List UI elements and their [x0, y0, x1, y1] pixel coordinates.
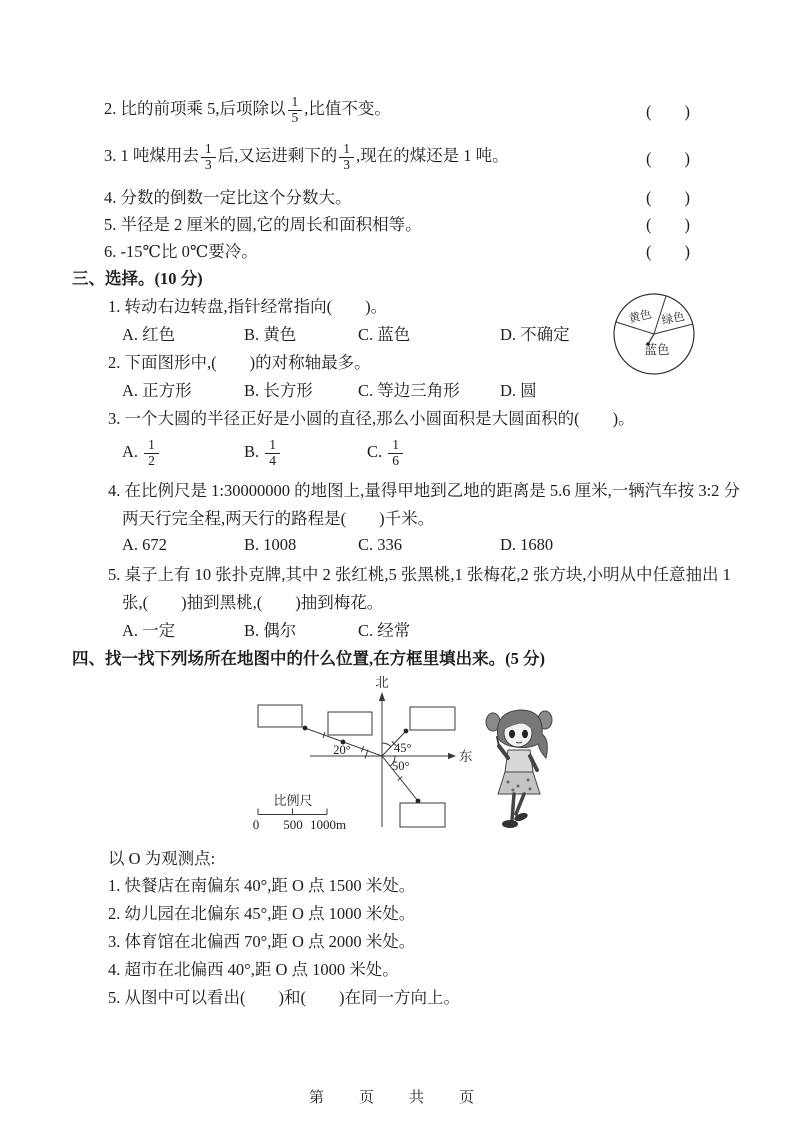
fraction [144, 438, 159, 469]
choice-q4-line2 [0, 503, 793, 531]
choice-q4-option-c: C. 336 [358, 535, 403, 554]
choice-q5-line2 [0, 587, 793, 615]
answer-brackets: ( ) [646, 241, 690, 261]
fraction-numerator: 1 [388, 438, 403, 454]
answer-brackets: ( ) [646, 187, 690, 207]
scale-tick-0: 0 [252, 817, 260, 832]
judgement-item-6-text: 6. -15℃比 0℃要冷。 [104, 241, 258, 261]
judgement-item-3-mid: 后,又运进剩下的 [217, 145, 338, 165]
section-three-heading-text: 三、选择。(10 分) [72, 269, 203, 288]
choice-q2-option-d: D. 圆 [500, 381, 537, 400]
choice-q3 [0, 403, 793, 431]
choice-q4-option-a: A. 672 [122, 535, 167, 554]
spinner-label-blue: 蓝色 [644, 343, 670, 357]
girl-drawing [486, 710, 552, 828]
choice-q2-option-c: C. 等边三角形 [358, 381, 460, 400]
choice-q1-option-d: D. 不确定 [500, 325, 570, 344]
map-item-1-text: 1. 快餐店在南偏东 40°,距 O 点 1500 米处。 [108, 876, 416, 895]
scale-label: 比例尺 [273, 793, 313, 808]
option-label: C. [367, 441, 383, 461]
scale-tick-500: 500 [283, 817, 303, 832]
judgement-item-6 [0, 236, 793, 263]
map-item-4-text: 4. 超市在北偏西 40°,距 O 点 1000 米处。 [108, 960, 399, 979]
scale-tick-1000: 1000m [309, 817, 347, 832]
map-item-5-text: 5. 从图中可以看出( )和( )在同一方向上。 [108, 988, 460, 1007]
judgement-item-2-post: ,比值不变。 [304, 98, 391, 118]
girl-skirt [498, 772, 540, 794]
fraction-numerator: 1 [265, 438, 280, 454]
judgement-item-5 [0, 209, 793, 236]
fraction-numerator: 1 [201, 142, 216, 158]
map-axes [310, 693, 448, 827]
scale-bar [258, 809, 327, 815]
fraction-numerator: 1 [288, 95, 303, 111]
option-label: A. [122, 441, 139, 461]
choice-q5-line2-text: 张,( )抽到黑桃,( )抽到梅花。 [122, 593, 384, 612]
answer-box-2 [328, 712, 372, 735]
judgement-item-2 [0, 88, 793, 132]
choice-q4-option-d: D. 1680 [500, 535, 554, 554]
choice-q4-options [0, 531, 793, 559]
map-observation [0, 843, 793, 870]
map-item-3 [0, 926, 793, 954]
fraction-denominator: 3 [343, 156, 350, 172]
fraction [288, 95, 303, 126]
choice-q2-option-a: A. 正方形 [122, 381, 192, 400]
choice-q2-options [0, 375, 793, 403]
judgement-item-3-pre: 3. 1 吨煤用去 [104, 145, 199, 165]
page-footer-text: 第 页 共 页 [308, 1090, 484, 1106]
map-answer-boxes [258, 705, 455, 827]
angle-20-label: 20° [333, 743, 351, 757]
spinner-diagram [612, 291, 700, 379]
map-item-2 [0, 898, 793, 926]
answer-brackets: ( ) [646, 149, 690, 168]
answer-box-1 [258, 705, 302, 727]
map-item-5 [0, 982, 793, 1010]
fraction [201, 142, 216, 173]
choice-q3-option-a [122, 438, 244, 469]
choice-q5-line1-text: 5. 桌子上有 10 张扑克牌,其中 2 张红桃,5 张黑桃,1 张梅花,2 张方块,小明从中任意抽出 1 [108, 565, 731, 584]
fraction-denominator: 2 [148, 452, 155, 468]
answer-box-4 [400, 803, 445, 827]
choice-q1-option-b: B. 黄色 [244, 325, 297, 344]
choice-q3-option-c [367, 438, 405, 469]
fraction [388, 438, 403, 469]
choice-q5-options [0, 615, 793, 643]
fraction-denominator: 3 [204, 156, 212, 172]
section-four-heading-text: 四、找一找下列场所在地图中的什么位置,在方框里填出来。(5 分) [72, 649, 545, 668]
choice-q4-line1-text: 4. 在比例尺是 1:30000000 的地图上,量得甲地到乙地的距离是 5.6 厘米,一辆汽车按 3:2 分 [108, 481, 741, 500]
choice-q1-option-a: A. 红色 [122, 325, 176, 344]
angle-50-label: 50° [392, 759, 410, 773]
choice-q1-option-c: C. 蓝色 [358, 325, 411, 344]
spinner-label-green: 绿色 [660, 310, 686, 328]
answer-brackets: ( ) [646, 102, 690, 121]
choice-q4-line2-text: 两天行完全程,两天行的路程是( )千米。 [122, 509, 435, 528]
map-item-4 [0, 954, 793, 982]
judgement-item-4-text: 4. 分数的倒数一定比这个分数大。 [104, 187, 352, 207]
fraction-denominator: 6 [392, 452, 400, 468]
map-item-3-text: 3. 体育馆在北偏西 70°,距 O 点 2000 米处。 [108, 932, 416, 951]
judgement-item-5-text: 5. 半径是 2 厘米的圆,它的周长和面积相等。 [104, 214, 422, 234]
map-observation-text: 以 O 为观测点: [108, 848, 216, 868]
section-four-heading [0, 643, 793, 671]
north-arrow [379, 692, 385, 701]
fraction-numerator: 1 [339, 142, 354, 158]
answer-brackets: ( ) [646, 214, 690, 234]
fraction [265, 438, 280, 469]
choice-q2-text: 2. 下面图形中,( )的对称轴最多。 [108, 353, 371, 372]
choice-q5-line1 [0, 559, 793, 587]
girl-shirt [505, 750, 533, 772]
north-label: 北 [375, 675, 389, 690]
angle-45-label: 45° [394, 741, 412, 755]
map-item-2-text: 2. 幼儿园在北偏东 45°,距 O 点 1000 米处。 [108, 904, 416, 923]
judgement-item-4 [0, 182, 793, 209]
east-arrow [448, 753, 456, 759]
page-footer [0, 1086, 793, 1107]
choice-q3-option-b [244, 438, 367, 469]
fraction [339, 142, 354, 173]
section-three-heading [0, 263, 793, 291]
east-label: 东 [459, 749, 473, 764]
choice-q1-text: 1. 转动右边转盘,指针经常指向( )。 [108, 297, 388, 316]
girl-illustration [480, 700, 560, 838]
choice-q5-option-c: C. 经常 [358, 621, 411, 640]
spinner-label-yellow: 黄色 [627, 308, 653, 326]
judgement-item-3 [0, 132, 793, 182]
fraction-denominator: 5 [291, 109, 299, 125]
judgement-item-2-pre: 2. 比的前项乘 5,后项除以 [104, 98, 286, 118]
option-label: B. [244, 441, 260, 461]
answer-box-3 [410, 707, 455, 730]
choice-q4-line1 [0, 475, 793, 503]
map-item-1 [0, 870, 793, 898]
judgement-item-3-text [104, 142, 646, 173]
choice-q5-option-a: A. 一定 [122, 621, 176, 640]
fraction-denominator: 4 [269, 452, 277, 468]
choice-q3-options [0, 431, 793, 475]
judgement-item-3-post: ,现在的煤还是 1 吨。 [356, 145, 509, 165]
choice-q4-option-b: B. 1008 [244, 535, 297, 554]
fraction-numerator: 1 [144, 438, 159, 454]
choice-q2-option-b: B. 长方形 [244, 381, 313, 400]
choice-q5-option-b: B. 偶尔 [244, 621, 297, 640]
choice-q3-text: 3. 一个大圆的半径正好是小圆的直径,那么小圆面积是大圆面积的( )。 [108, 409, 635, 428]
judgement-item-2-text [104, 95, 646, 126]
